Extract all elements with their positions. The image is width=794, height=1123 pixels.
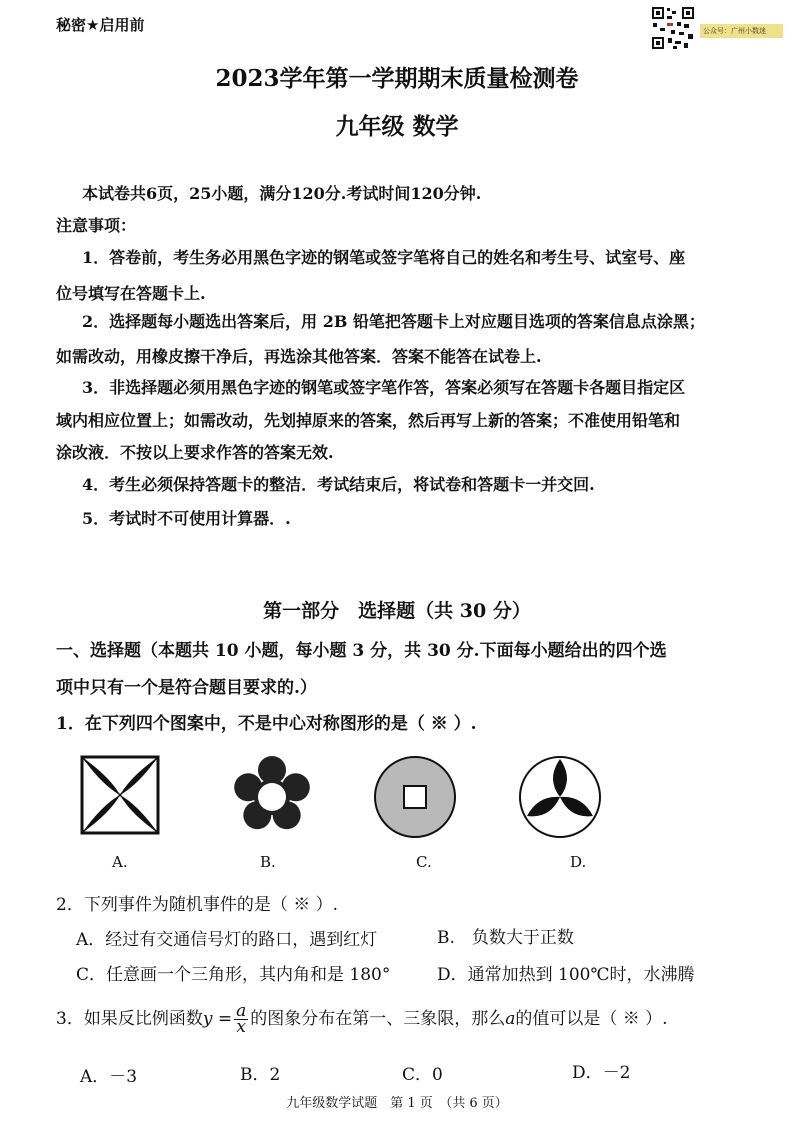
note-line: 2．选择题每小题选出答案后，用 2B 铅笔把答题卡上对应题目选项的答案信息点涂黑； <box>82 312 705 331</box>
note-line: 3．非选择题必须用黑色字迹的钢笔或签字笔作答，答案必须写在答题卡各题目指定区 <box>82 378 686 397</box>
question-2-option-a: A．经过有交通信号灯的路口，遇到红灯 <box>76 930 378 950</box>
note-line: 5．考试时不可使用计算器．. <box>82 509 291 528</box>
question-3-stem-after: 的图象分布在第一、三象限，那么 <box>250 1009 506 1029</box>
figure-d-label: D. <box>570 853 587 871</box>
question-3-option-d: D．－2 <box>572 1063 631 1083</box>
question-3-option-c: C．0 <box>402 1065 443 1085</box>
note-line: 如需改动，用橡皮擦干净后，再选涂其他答案．答案不能答在试卷上. <box>56 347 542 366</box>
section-intro-line: 项中只有一个是符合题目要求的.） <box>56 678 317 698</box>
function-lhs: y = <box>202 1009 233 1029</box>
question-3-stem <box>56 1001 668 1037</box>
note-line: 域内相应位置上；如需改动，先划掉原来的答案，然后再写上新的答案；不准使用铅笔和 <box>56 411 681 430</box>
fraction-numerator: a <box>236 1001 247 1021</box>
note-line: 4．考生必须保持答题卡的整洁．考试结束后，将试卷和答题卡一并交回. <box>82 475 595 494</box>
figure-a-label: A. <box>112 853 128 871</box>
question-2-option-b: B. 负数大于正数 <box>437 928 574 948</box>
question-1-stem: 1．在下列四个图案中，不是中心对称图形的是（ ※ ）. <box>56 714 477 734</box>
question-3-variable: a <box>505 1009 516 1029</box>
section-intro-line: 一、选择题（本题共 10 小题，每小题 3 分，共 30 分.下面每小题给出的四个选 <box>56 641 667 661</box>
question-2-stem: 2．下列事件为随机事件的是（ ※ ）. <box>56 895 339 915</box>
figure-b-flower <box>232 755 312 835</box>
figure-d-three-leaves <box>518 755 602 839</box>
question-3-option-b: B．2 <box>240 1065 281 1085</box>
question-3-option-a: A．－3 <box>80 1067 138 1087</box>
qr-caption: 公众号：广州小数迷 <box>700 24 783 38</box>
figure-a-square-petals <box>80 755 160 835</box>
secret-mark: 秘密★启用前 <box>56 16 145 34</box>
question-3-stem-end: 的值可以是（ ※ ）. <box>515 1009 668 1029</box>
figure-c-label: C. <box>416 853 432 871</box>
qr-code-icon <box>651 6 695 50</box>
notes-heading: 注意事项： <box>56 216 137 235</box>
question-2-option-c: C．任意画一个三角形，其内角和是 180° <box>76 965 391 985</box>
fraction-a-over-x <box>234 1001 248 1037</box>
figure-b-label: B. <box>260 853 276 871</box>
note-line: 涂改液．不按以上要求作答的答案无效. <box>56 443 334 462</box>
question-2-option-d: D．通常加热到 100℃时，水沸腾 <box>437 965 695 985</box>
question-3-stem-before: 3．如果反比例函数 <box>56 1009 203 1029</box>
exam-subtitle: 九年级 数学 <box>335 113 459 140</box>
exam-title: 2023学年第一学期期末质量检测卷 <box>215 65 579 92</box>
page-footer: 九年级数学试题 第 1 页 （共 6 页） <box>286 1096 508 1111</box>
note-line: 位号填写在答题卡上. <box>56 284 206 303</box>
fraction-denominator: x <box>236 1017 246 1037</box>
figure-c-coin <box>373 755 457 839</box>
exam-intro: 本试卷共6页，25小题，满分120分.考试时间120分钟. <box>82 184 482 203</box>
section-title: 第一部分 选择题（共 30 分） <box>263 600 531 622</box>
note-line: 1．答卷前，考生务必用黑色字迹的钢笔或签字笔将自己的姓名和考生号、试室号、座 <box>82 248 686 267</box>
